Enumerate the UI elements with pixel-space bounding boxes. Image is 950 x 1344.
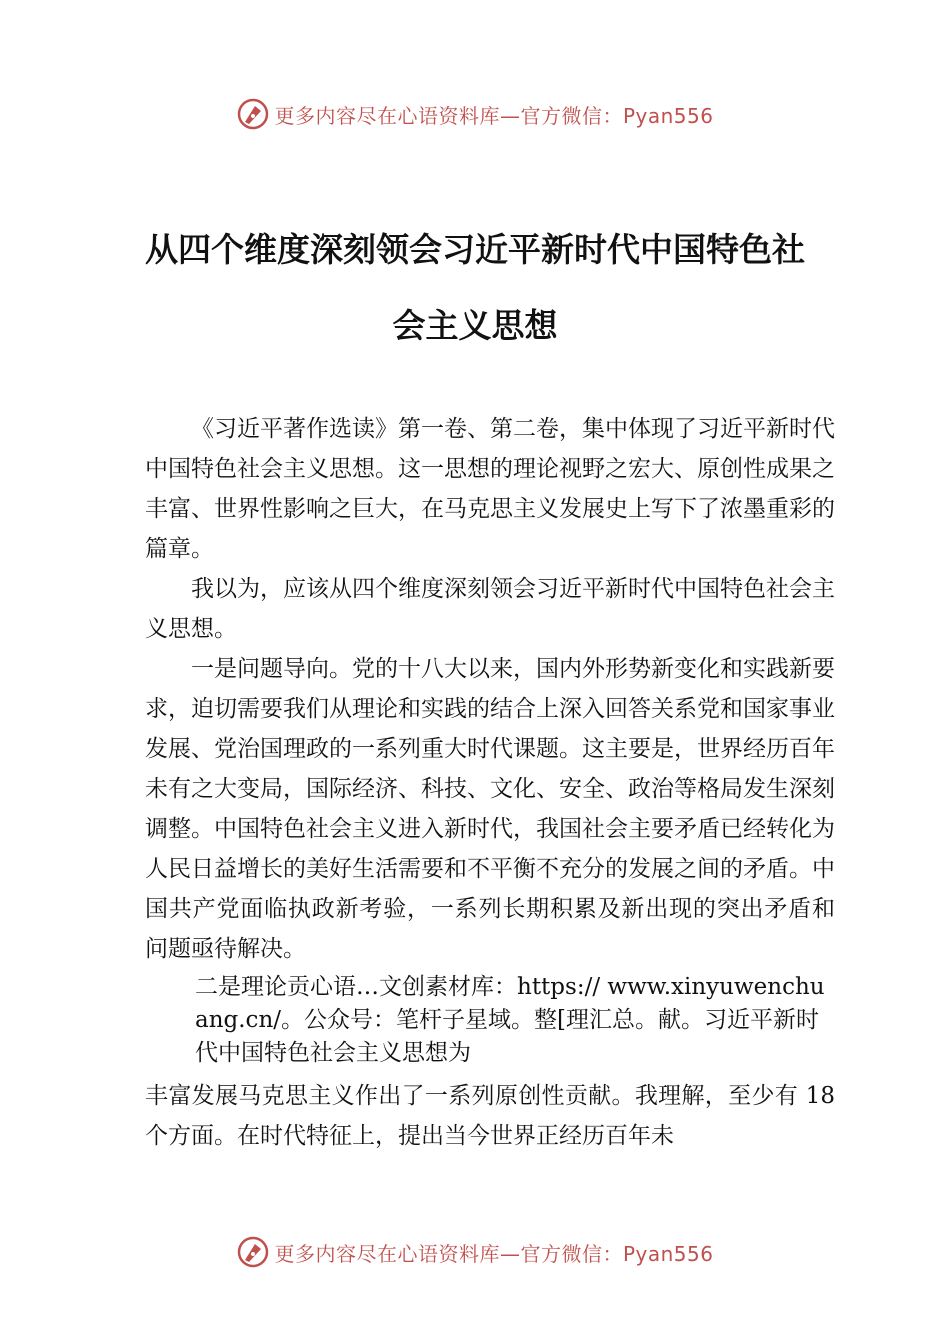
pen-nib-logo-icon <box>236 97 270 131</box>
paragraph-continuation: 丰富发展马克思主义作出了一系列原创性贡献。我理解，至少有 18 个方面。在时代特征上，提出当今世界正经历百年未 <box>145 1083 835 1149</box>
footer-banner <box>0 1232 950 1272</box>
paragraph-thesis: 我以为，应该从四个维度深刻领会习近平新时代中国特色社会主义思想。 <box>145 576 835 642</box>
document-body <box>145 409 835 1156</box>
page-title: 从四个维度深刻领会习近平新时代中国特色社会主义思想 <box>145 230 805 345</box>
paragraph-intro: 《习近平著作选读》第一卷、第二卷，集中体现了习近平新时代中国特色社会主义思想。这一思想的理论视野之宏大、原创性成果之丰富、世界性影响之巨大，在马克思主义发展史上写下了浓墨重彩的篇章。 <box>145 416 835 562</box>
paragraph-problem-orientation: 一是问题导向。党的十八大以来，国内外形势新变化和实践新要求，迫切需要我们从理论和实践的结合上深入回答关系党和国家事业发展、党治国理政的一系列重大时代课题。这主要是，世界经历百年未有之大变局，国际经济、科技、文化、安全、政治等格局发生深刻调整。中国特色社会主义进入新时代，我国社会主要矛盾已经转化为人民日益增长的美好生活需要和不平衡不充分的发展之间的矛盾。中国共产党面临执政新考验，一系列长期积累及新出现的突出矛盾和 问题亟待解决。 <box>145 656 835 962</box>
footer-banner-text: 更多内容尽在心语资料库—官方微信：Pyan556 <box>274 1241 714 1266</box>
header-banner <box>0 94 950 134</box>
pen-nib-logo-icon <box>236 1235 270 1269</box>
paragraph-theory-contribution: 二是理论贡心语…文创素材库：https:// www.xinyuwenchuang.cn/。公众号：笔杆子星域。整[理汇总。献。习近平新时代中国特色社会主义思想为 <box>195 974 825 1066</box>
header-banner-text: 更多内容尽在心语资料库—官方微信：Pyan556 <box>274 103 714 128</box>
